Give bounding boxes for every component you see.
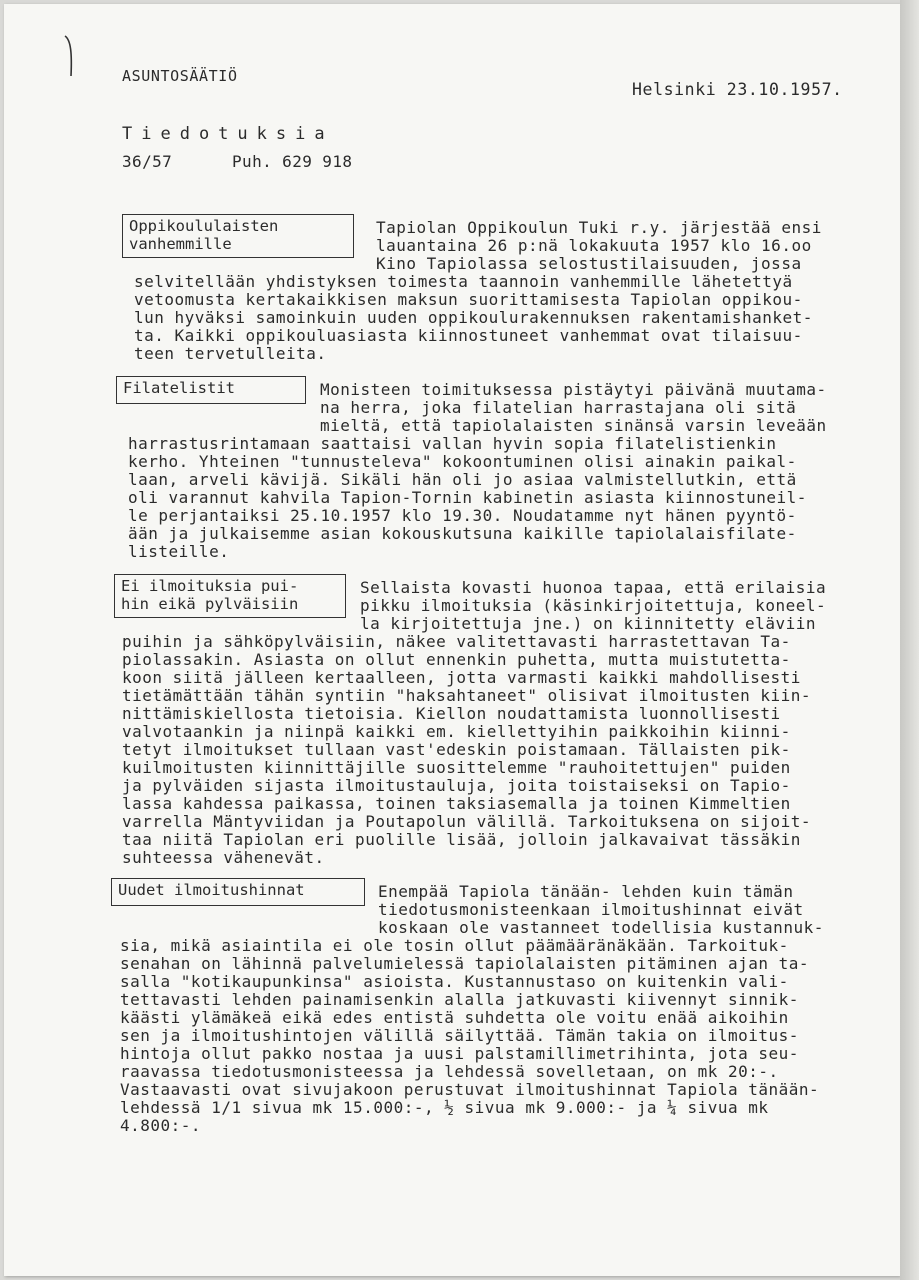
text-line: senahan on lähinnä palvelumielessä tapiolalaisten pitäminen ajan ta- bbox=[120, 954, 810, 973]
text-line: le perjantaiksi 25.10.1957 klo 19.30. Noudatamme nyt hänen pyyntö- bbox=[128, 506, 797, 525]
place-date: Helsinki 23.10.1957. bbox=[632, 80, 843, 99]
text-line: varrella Mäntyviidan ja Poutapolun välillä. Tarkoituksena on sijoit- bbox=[122, 812, 812, 831]
section-heading-parents bbox=[122, 214, 354, 258]
phone-number: Puh. 629 918 bbox=[232, 152, 353, 171]
text-line: koon siitä jälleen kertaalleen, jotta varmasti kaikki mahdollisesti bbox=[122, 668, 801, 687]
text-line: Monisteen toimituksessa pistäytyi päivänä muutama- bbox=[320, 380, 827, 399]
text-line: Kino Tapiolassa selostustilaisuuden, jossa bbox=[376, 254, 802, 273]
text-line: vetoomusta kertakaikkisen maksun suorittamisesta Tapiolan oppikou- bbox=[134, 290, 803, 309]
text-line: valvotaankin ja niinpä kaikki em. kiellettyihin paikkoihin kiinni- bbox=[122, 722, 791, 741]
text-line: selvitellään yhdistyksen toimesta taannoin vanhemmille lähetettyä bbox=[134, 272, 793, 291]
text-line: pikku ilmoituksia (käsinkirjoitettuja, koneel- bbox=[360, 596, 827, 615]
text-line: harrastusrintamaan saattaisi vallan hyvin sopia filatelistienkin bbox=[128, 434, 777, 453]
text-line: suhteessa vähenevät. bbox=[122, 848, 325, 867]
text-line: lassa kahdessa paikassa, toinen taksiasemalla ja toinen Kimmeltien bbox=[122, 794, 791, 813]
text-line: puihin ja sähköpylväisiin, näkee valitettavasti harrastettavan Ta- bbox=[122, 632, 791, 651]
text-line: Vastaavasti ovat sivujakoon perustuvat ilmoitushinnat Tapiola tänään- bbox=[120, 1080, 820, 1099]
heading-line: Uudet ilmoitushinnat bbox=[118, 881, 305, 899]
section-heading-philatelists bbox=[116, 376, 306, 404]
heading-line: hin eikä pylväisiin bbox=[121, 595, 299, 613]
text-line: sen ja ilmoitushintojen välillä säilyttää. Tämän takia on ilmoitus- bbox=[120, 1026, 799, 1045]
text-line: Enempää Tapiola tänään- lehden kuin tämän bbox=[378, 882, 794, 901]
text-line: ään ja julkaisemme asian kokouskutsuna kaikille tapiolalaisfilate- bbox=[128, 524, 797, 543]
text-line: Tapiolan Oppikoulun Tuki r.y. järjestää ensi bbox=[376, 218, 822, 237]
text-line: ta. Kaikki oppikouluasiasta kiinnostuneet vanhemmat ovat tilaisuu- bbox=[134, 326, 803, 345]
issue-number: 36/57 bbox=[122, 152, 173, 171]
text-line: teen tervetulleita. bbox=[134, 344, 327, 363]
text-line: tetyt ilmoitukset tullaan vast'edeskin poistamaan. Tällaisten pik- bbox=[122, 740, 791, 759]
text-line: tiedotusmonisteenkaan ilmoitushinnat eivät bbox=[378, 900, 804, 919]
punch-mark-icon bbox=[62, 34, 78, 78]
text-line: kerho. Yhteinen "tunnusteleva" kokoontuminen olisi ainakin paikal- bbox=[128, 452, 797, 471]
text-line: sia, mikä asiaintila ei ole tosin ollut päämääränäkään. Tarkoituk- bbox=[120, 936, 789, 955]
text-line: piolassakin. Asiasta on ollut ennenkin puhetta, mutta muistutetta- bbox=[122, 650, 791, 669]
text-line: koskaan ole vastanneet todellisia kustannuk- bbox=[378, 918, 824, 937]
section-heading-new-ad-prices bbox=[111, 878, 365, 906]
text-line: laan, arveli kävijä. Sikäli hän oli jo asiaa valmistellutkin, että bbox=[128, 470, 797, 489]
text-line: na herra, joka filatelian harrastajana oli sitä bbox=[320, 398, 797, 417]
text-line: tietämättään tähän syntiin "haksahtaneet" olisivat ilmoitusten kiin- bbox=[122, 686, 812, 705]
text-line: lauantaina 26 p:nä lokakuuta 1957 klo 16.oo bbox=[376, 236, 812, 255]
heading-line: vanhemmille bbox=[129, 235, 232, 253]
text-line: listeille. bbox=[128, 542, 230, 561]
text-line: la kirjoitettuja jne.) on kiinnitetty eläviin bbox=[360, 614, 816, 633]
text-line: Sellaista kovasti huonoa tapaa, että erilaisia bbox=[360, 578, 827, 597]
bulletin-title: Tiedotuksia bbox=[122, 124, 334, 144]
heading-line: Filatelistit bbox=[123, 379, 235, 397]
text-line: nittämiskiellosta tietoisia. Kiellon noudattamista luonnollisesti bbox=[122, 704, 781, 723]
organization-name: ASUNTOSÄÄTIÖ bbox=[122, 67, 238, 85]
text-line: oli varannut kahvila Tapion-Tornin kabinetin asiasta kiinnostuneil- bbox=[128, 488, 807, 507]
heading-line: Ei ilmoituksia pui- bbox=[121, 577, 299, 595]
text-line: 4.800:-. bbox=[120, 1116, 202, 1135]
text-line: lehdessä 1/1 sivua mk 15.000:-, ½ sivua mk 9.000:- ja ¼ sivua mk bbox=[120, 1098, 769, 1117]
text-line: taa niitä Tapiolan eri puolille lisää, jolloin jalkavaivat tässäkin bbox=[122, 830, 801, 849]
text-line: lun hyväksi samoinkuin uuden oppikoulurakennuksen rakentamishanket- bbox=[134, 308, 813, 327]
scan-edge-shadow bbox=[900, 0, 919, 1280]
document-page bbox=[4, 4, 900, 1276]
text-line: käästi ylämäkeä eikä edes entistä suhdetta ole voitu enää aikoihin bbox=[120, 1008, 789, 1027]
text-line: ja pylväiden sijasta ilmoitustauluja, joita toistaiseksi on Tapio- bbox=[122, 776, 791, 795]
text-line: salla "kotikaupunkinsa" asioista. Kustannustaso on kuitenkin vali- bbox=[120, 972, 789, 991]
heading-line: Oppikoululaisten bbox=[129, 217, 279, 235]
text-line: hintoja ollut pakko nostaa ja uusi palstamillimetrihinta, jota seu- bbox=[120, 1044, 799, 1063]
text-line: raavassa tiedotusmonisteessa ja lehdessä sovelletaan, on mk 20:-. bbox=[120, 1062, 779, 1081]
text-line: mieltä, että tapiolalaisten sinänsä varsin leveään bbox=[320, 416, 827, 435]
text-line: tettavasti lehden painamisenkin alalla jatkuvasti kiivennyt sinnik- bbox=[120, 990, 799, 1009]
text-line: kuilmoitusten kiinnittäjille suosittelemme "rauhoitettujen" puiden bbox=[122, 758, 791, 777]
section-heading-no-ads-on-trees bbox=[114, 574, 346, 618]
